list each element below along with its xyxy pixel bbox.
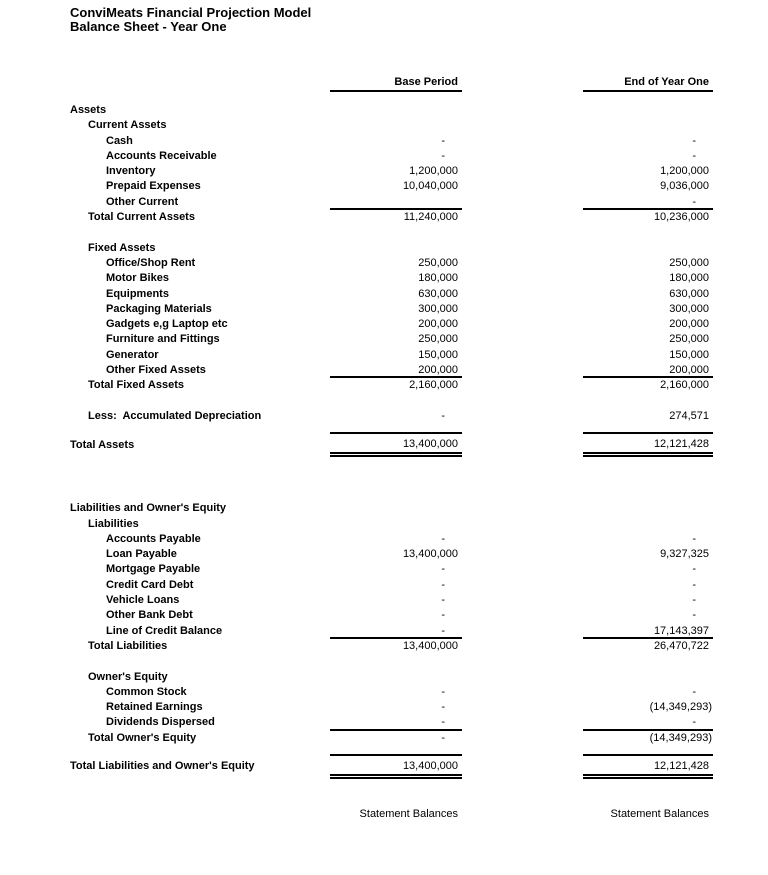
column-gap — [462, 715, 583, 730]
statement-content — [0, 76, 768, 822]
base-period-value: 200,000 — [330, 363, 462, 378]
column-gap — [462, 302, 583, 317]
base-period-value: - — [441, 409, 445, 422]
right-margin — [713, 363, 768, 378]
end-of-year-value: 200,000 — [669, 318, 709, 331]
row-label: Office/Shop Rent — [106, 256, 196, 269]
column-gap — [462, 501, 583, 516]
column-gap — [462, 317, 583, 332]
right-margin — [713, 807, 768, 822]
end-of-year-value: - — [692, 685, 696, 698]
row-label: Total Current Assets — [88, 211, 195, 224]
base-period-value: - — [330, 624, 462, 639]
row-label: Total Liabilities and Owner's Equity — [70, 760, 255, 773]
end-of-year-value: 9,036,000 — [660, 180, 709, 193]
table-row — [0, 432, 768, 457]
row-label: Total Fixed Assets — [88, 379, 184, 392]
table-row — [0, 164, 768, 179]
spacer-row — [0, 457, 768, 501]
column-headers — [0, 76, 768, 92]
row-label: Dividends Dispersed — [106, 716, 215, 729]
right-margin — [713, 317, 768, 332]
table-row — [0, 149, 768, 164]
row-label: Other Current — [106, 195, 179, 208]
row-label: Cash — [106, 134, 133, 147]
base-period-value: - — [441, 609, 445, 622]
right-margin — [713, 593, 768, 608]
base-period-value — [330, 241, 462, 256]
table-row — [0, 639, 768, 654]
end-of-year-value: - — [692, 532, 696, 545]
table-row — [0, 363, 768, 378]
base-period-value: 13,400,000 — [330, 432, 462, 457]
column-gap — [462, 195, 583, 210]
base-period-value: - — [441, 731, 445, 744]
end-of-year-value: 200,000 — [583, 363, 713, 378]
row-label: Assets — [70, 104, 107, 116]
row-label: Total Assets — [70, 438, 135, 451]
end-of-year-value: 180,000 — [669, 272, 709, 285]
right-margin — [713, 195, 768, 210]
base-period-value: 250,000 — [418, 256, 458, 269]
row-label: Common Stock — [106, 685, 187, 698]
end-of-year-value: 12,121,428 — [583, 432, 713, 457]
column-gap — [462, 378, 583, 393]
column-gap — [462, 731, 583, 746]
end-of-year-value — [583, 670, 713, 685]
right-margin — [713, 332, 768, 347]
base-period-value: 630,000 — [418, 287, 458, 300]
row-label: Accounts Receivable — [106, 149, 217, 162]
row-label: Liabilities and Owner's Equity — [70, 502, 227, 515]
end-of-year-value: - — [692, 149, 696, 162]
end-of-year-value: (14,349,293) — [649, 701, 712, 714]
base-period-value: 10,040,000 — [402, 180, 458, 193]
base-period-value: - — [441, 594, 445, 607]
base-period-value: - — [441, 134, 445, 147]
column-gap — [462, 332, 583, 347]
right-margin — [713, 562, 768, 577]
header-table-gap — [0, 92, 768, 103]
base-period-value: 13,400,000 — [402, 548, 458, 561]
end-of-year-value: 2,160,000 — [660, 379, 709, 392]
column-gap — [462, 179, 583, 194]
table-row — [0, 715, 768, 730]
right-margin — [713, 532, 768, 547]
right-margin — [713, 210, 768, 225]
column-gap — [462, 670, 583, 685]
base-period-value: - — [441, 701, 445, 714]
table-row — [0, 317, 768, 332]
end-of-year-value: 274,571 — [669, 409, 709, 422]
end-of-year-value: 26,470,722 — [653, 639, 709, 652]
row-label: Fixed Assets — [88, 241, 156, 254]
table-row — [0, 754, 768, 779]
footer-gap — [0, 779, 768, 807]
end-of-year-value — [583, 501, 713, 516]
spacer-row — [0, 424, 768, 432]
title-block — [70, 6, 311, 34]
column-gap — [462, 134, 583, 149]
base-period-value: 11,240,000 — [403, 211, 458, 224]
row-label: Accounts Payable — [106, 532, 201, 545]
right-margin — [713, 547, 768, 562]
table-row — [0, 302, 768, 317]
table-row — [0, 179, 768, 194]
column-gap — [462, 547, 583, 562]
row-label: Owner's Equity — [88, 670, 168, 683]
right-margin — [713, 624, 768, 639]
row-label: Inventory — [106, 165, 156, 178]
table-row — [0, 271, 768, 286]
spacer-row — [0, 746, 768, 754]
row-label: Other Bank Debt — [106, 609, 193, 622]
column-gap — [462, 287, 583, 302]
column-gap — [462, 593, 583, 608]
row-label: Loan Payable — [106, 548, 177, 561]
column-gap — [462, 271, 583, 286]
table-row — [0, 501, 768, 516]
table-row — [0, 685, 768, 700]
column-gap — [462, 409, 583, 424]
row-label: Mortgage Payable — [106, 563, 201, 576]
base-period-value: 250,000 — [418, 333, 458, 346]
right-margin — [713, 501, 768, 516]
column-gap — [462, 562, 583, 577]
base-period-value: 2,160,000 — [409, 379, 458, 392]
right-margin — [713, 608, 768, 623]
end-of-year-value: - — [583, 715, 713, 730]
base-period-value: 300,000 — [418, 302, 458, 315]
footer-spacer — [0, 807, 330, 822]
end-of-year-value: 300,000 — [669, 302, 709, 315]
table-row — [0, 517, 768, 532]
table-row — [0, 287, 768, 302]
base-period-value: - — [441, 578, 445, 591]
column-gap — [462, 103, 583, 118]
row-label: Furniture and Fittings — [106, 333, 220, 346]
right-margin — [713, 164, 768, 179]
column-gap — [462, 118, 583, 133]
row-label: Liabilities — [88, 517, 139, 530]
table-row — [0, 134, 768, 149]
base-period-value — [330, 103, 462, 118]
right-margin — [713, 731, 768, 746]
end-of-year-value: 150,000 — [669, 348, 709, 361]
table-row — [0, 118, 768, 133]
table-row — [0, 348, 768, 363]
table-row — [0, 210, 768, 225]
base-period-value — [330, 195, 462, 210]
end-of-year-value — [583, 241, 713, 256]
row-label: Other Fixed Assets — [106, 364, 206, 377]
right-margin — [713, 409, 768, 424]
table-row — [0, 608, 768, 623]
column-gap — [462, 685, 583, 700]
base-period-value: - — [330, 715, 462, 730]
end-of-year-value: 17,143,397 — [583, 624, 713, 639]
column-gap — [462, 149, 583, 164]
row-label: Credit Card Debt — [106, 578, 194, 591]
right-margin — [713, 639, 768, 654]
table-row — [0, 578, 768, 593]
table-row — [0, 670, 768, 685]
base-period-value — [330, 118, 462, 133]
page-title: ConviMeats Financial Projection Model — [70, 5, 312, 20]
base-period-value: - — [441, 685, 445, 698]
right-margin — [713, 118, 768, 133]
right-margin — [713, 149, 768, 164]
table-row — [0, 593, 768, 608]
end-of-year-value — [583, 103, 713, 118]
spacer-row — [0, 654, 768, 669]
table-row — [0, 731, 768, 746]
table-row — [0, 624, 768, 639]
table-row — [0, 195, 768, 210]
column-gap — [462, 256, 583, 271]
row-label: Current Assets — [88, 119, 167, 132]
base-period-value: 1,200,000 — [409, 165, 458, 178]
spacer-row — [0, 394, 768, 409]
row-label: Total Liabilities — [88, 639, 168, 652]
end-of-year-value: 10,236,000 — [653, 211, 709, 224]
base-period-value — [330, 501, 462, 516]
row-label: Less: Accumulated Depreciation — [88, 409, 262, 422]
end-of-year-value: - — [692, 134, 696, 147]
row-label: Total Owner's Equity — [88, 731, 197, 744]
right-margin — [713, 179, 768, 194]
table-row — [0, 532, 768, 547]
end-statement-balances: Statement Balances — [610, 807, 709, 820]
end-of-year-value: - — [692, 594, 696, 607]
table-row — [0, 241, 768, 256]
base-period-value: 13,400,000 — [402, 639, 458, 652]
row-label: Prepaid Expenses — [106, 180, 201, 193]
column-gap — [462, 241, 583, 256]
end-of-year-value: 630,000 — [669, 287, 709, 300]
base-period-header: Base Period — [330, 75, 462, 92]
column-gap — [462, 608, 583, 623]
row-label: Equipments — [106, 287, 169, 300]
right-margin — [713, 241, 768, 256]
right-margin — [713, 700, 768, 715]
right-margin — [713, 378, 768, 393]
column-gap — [462, 348, 583, 363]
base-period-value — [330, 517, 462, 532]
table-row — [0, 547, 768, 562]
end-of-year-value: - — [692, 609, 696, 622]
column-gap — [462, 164, 583, 179]
column-gap — [462, 517, 583, 532]
column-gap — [462, 639, 583, 654]
column-gap — [462, 363, 583, 378]
table-row — [0, 378, 768, 393]
table-row — [0, 332, 768, 347]
right-margin — [713, 103, 768, 118]
table-row — [0, 103, 768, 118]
right-margin — [713, 578, 768, 593]
end-of-year-value: 9,327,325 — [660, 548, 709, 561]
row-label: Vehicle Loans — [106, 594, 180, 607]
right-margin — [713, 287, 768, 302]
column-gap — [462, 700, 583, 715]
end-of-year-value: - — [583, 195, 713, 210]
column-gap — [462, 532, 583, 547]
table-row — [0, 256, 768, 271]
row-label: Motor Bikes — [106, 272, 169, 285]
table-row — [0, 562, 768, 577]
right-margin — [713, 670, 768, 685]
spacer-row — [0, 225, 768, 240]
row-label: Line of Credit Balance — [106, 624, 223, 637]
end-of-year-value — [583, 517, 713, 532]
right-margin — [713, 517, 768, 532]
balance-sheet-table — [0, 103, 768, 779]
right-margin — [713, 271, 768, 286]
end-of-year-value — [583, 118, 713, 133]
table-row — [0, 700, 768, 715]
right-margin — [713, 715, 768, 730]
row-label: Generator — [106, 348, 159, 361]
table-row — [0, 409, 768, 424]
base-period-value: 200,000 — [418, 318, 458, 331]
right-margin — [713, 685, 768, 700]
right-margin — [713, 302, 768, 317]
end-of-year-value: - — [692, 578, 696, 591]
column-gap — [462, 210, 583, 225]
end-of-year-value: 1,200,000 — [660, 165, 709, 178]
base-period-value: 13,400,000 — [330, 754, 462, 779]
base-period-value: - — [441, 532, 445, 545]
row-label: Packaging Materials — [106, 302, 212, 315]
right-margin — [713, 348, 768, 363]
end-of-year-header: End of Year One — [583, 75, 713, 92]
right-margin — [713, 256, 768, 271]
page-subtitle: Balance Sheet - Year One — [70, 19, 227, 34]
base-period-value: - — [441, 563, 445, 576]
column-gap — [462, 578, 583, 593]
column-gap — [462, 807, 583, 822]
end-of-year-value: (14,349,293) — [649, 731, 712, 744]
base-statement-balances: Statement Balances — [359, 807, 458, 820]
end-of-year-value: 250,000 — [669, 333, 709, 346]
right-margin — [713, 134, 768, 149]
column-gap — [462, 624, 583, 639]
base-period-value — [330, 670, 462, 685]
row-label: Retained Earnings — [106, 701, 203, 714]
base-period-value: 150,000 — [418, 348, 458, 361]
base-period-value: - — [441, 149, 445, 162]
end-of-year-value: - — [692, 563, 696, 576]
end-of-year-value: 250,000 — [669, 256, 709, 269]
base-period-value: 180,000 — [418, 272, 458, 285]
footer-row — [0, 807, 768, 822]
end-of-year-value: 12,121,428 — [583, 754, 713, 779]
row-label: Gadgets e,g Laptop etc — [106, 318, 228, 331]
